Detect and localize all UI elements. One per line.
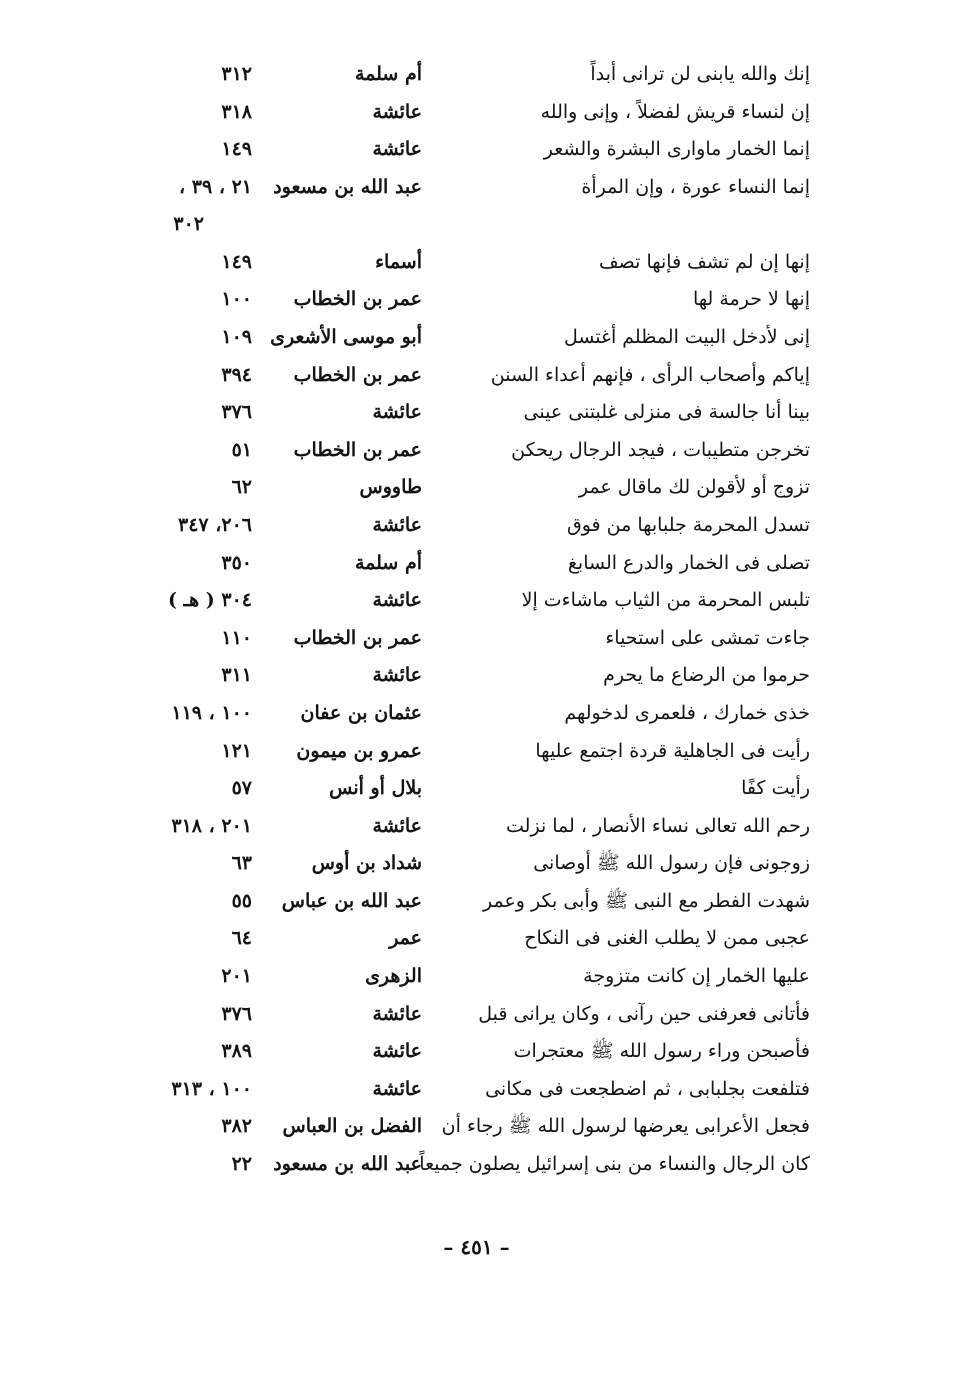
narrator-name: أسماء	[375, 250, 422, 273]
page-reference-line: ٥٥	[231, 889, 252, 912]
page-references	[122, 1033, 252, 1070]
page-number: – ٤٥١ –	[443, 1235, 510, 1259]
page-references	[122, 94, 252, 131]
index-row	[120, 94, 830, 132]
hadith-text: تلبس المحرمة من الثياب ماشاءت إلا	[521, 589, 810, 612]
page-references	[122, 394, 252, 431]
index-row	[120, 1033, 830, 1071]
page-reference-line: ٣٥٠	[221, 551, 252, 574]
narrator-name: عمر بن الخطاب	[293, 288, 422, 311]
page-reference-line: ٦٣	[231, 852, 252, 875]
index-row	[120, 996, 830, 1034]
index-row	[120, 845, 830, 883]
hadith-text: إياكم وأصحاب الرأى ، فإنهم أعداء السنن	[490, 363, 810, 386]
page-references	[122, 1108, 252, 1145]
index-row	[120, 808, 830, 846]
page-reference-line: ٣٨٩	[221, 1040, 252, 1063]
narrator-name: أبو موسى الأشعرى	[270, 325, 422, 348]
narrator-name: عبد الله بن عباس	[281, 889, 422, 912]
narrator-name: عمر بن الخطاب	[293, 438, 422, 461]
page-reference-line: ١٢١	[221, 739, 252, 762]
index-row	[120, 469, 830, 507]
page-reference-line: ١٠٩	[221, 325, 252, 348]
page-references	[122, 469, 252, 506]
index-row	[120, 131, 830, 169]
page-reference-line: ٣٠٤ ( هـ )	[167, 589, 252, 612]
hadith-text: إنما النساء عورة ، وإن المرأة	[581, 175, 810, 198]
index-row	[120, 883, 830, 921]
index-row	[120, 357, 830, 395]
page-reference-line: ٦٢	[231, 476, 252, 499]
narrator-name: عائشة	[372, 664, 422, 687]
page-references	[122, 319, 252, 356]
narrator-name: عائشة	[372, 100, 422, 123]
narrator-name: عائشة	[372, 814, 422, 837]
index-row	[120, 319, 830, 357]
page-reference-line: ١٠٠	[221, 288, 252, 311]
index-row	[120, 657, 830, 695]
hadith-text: تزوج أو لأقولن لك ماقال عمر	[578, 476, 810, 499]
hadith-text: رأيت كفًا	[741, 777, 810, 800]
page-references	[122, 770, 252, 807]
hadith-text: عجبى ممن لا يطلب الغنى فى النكاح	[524, 927, 810, 950]
page-reference-line: ١٤٩	[221, 250, 252, 273]
page-references	[122, 56, 252, 93]
narrator-name: عائشة	[372, 513, 422, 536]
index-row	[120, 582, 830, 620]
index-row	[120, 56, 830, 94]
page-reference-line: ٦٤	[231, 927, 252, 950]
hadith-text: إنها لا حرمة لها	[693, 288, 810, 311]
hadith-text: إنما الخمار ماوارى البشرة والشعر	[543, 138, 810, 161]
page-references	[122, 920, 252, 957]
hadith-text: كان الرجال والنساء من بنى إسرائيل يصلون جميعاً	[419, 1153, 810, 1176]
hadith-text: عليها الخمار إن كانت متزوجة	[583, 965, 810, 988]
narrator-name: عائشة	[372, 138, 422, 161]
page-references	[122, 733, 252, 770]
narrator-name: عبد الله بن مسعود	[273, 1153, 422, 1176]
page-reference-line: ٣٧٦	[221, 1002, 252, 1025]
hadith-text: إنك والله يابنى لن ترانى أبداً	[590, 63, 810, 85]
page-reference-line: ٢١ ، ٣٩ ،	[179, 175, 252, 198]
page-references	[122, 695, 252, 732]
index-row	[120, 545, 830, 583]
narrator-name: عمرو بن ميمون	[296, 739, 422, 762]
hadith-text: رحم الله تعالى نساء الأنصار ، لما نزلت	[506, 814, 810, 837]
page-references	[122, 1071, 252, 1108]
page-reference-line: ١١٠	[221, 626, 252, 649]
narrator-name: عائشة	[372, 401, 422, 424]
hadith-text: حرموا من الرضاع ما يحرم	[603, 664, 810, 687]
hadith-text: تصلى فى الخمار والدرع السابغ	[567, 551, 810, 574]
index-row	[120, 695, 830, 733]
narrator-name: طاووس	[359, 476, 422, 499]
hadith-text: إنى لأدخل البيت المظلم أغتسل	[563, 325, 810, 348]
narrator-name: عمر بن الخطاب	[293, 626, 422, 649]
hadith-text: إن لنساء قريش لفضلاً ، وإنى والله	[540, 100, 810, 123]
hadith-text: خذى خمارك ، فلعمرى لدخولهم	[564, 701, 810, 724]
page-references	[122, 357, 252, 394]
page-references	[122, 169, 252, 243]
page-references	[122, 620, 252, 657]
narrator-name: عبد الله بن مسعود	[273, 175, 422, 198]
narrator-name: عثمان بن عفان	[300, 701, 422, 724]
hadith-text: فأتانى فعرفنى حين رآنى ، وكان يرانى قبل	[478, 1002, 810, 1025]
narrator-name: بلال أو أنس	[329, 777, 422, 800]
hadith-text: بينا أنا جالسة فى منزلى غلبتنى عينى	[523, 401, 810, 424]
narrator-name: شداد بن أوس	[311, 852, 422, 875]
narrator-name: الزهرى	[365, 965, 422, 988]
page-reference-line: ١٤٩	[221, 138, 252, 161]
hadith-text: شهدت الفطر مع النبى ﷺ وأبى بكر وعمر	[483, 889, 810, 912]
page-reference-line: ٥١	[231, 438, 252, 461]
index-row	[120, 770, 830, 808]
page-references	[122, 883, 252, 920]
page-reference-line: ٢٠١	[221, 965, 252, 988]
page-reference-line: ٣٩٤	[221, 363, 252, 386]
page-references	[122, 808, 252, 845]
page-references	[122, 845, 252, 882]
page-reference-line: ٣١١	[221, 664, 252, 687]
index-row	[120, 244, 830, 282]
page-references	[122, 1146, 252, 1183]
narrator-name: أم سلمة	[354, 63, 422, 85]
index-row	[120, 733, 830, 771]
hadith-text: زوجونى فإن رسول الله ﷺ أوصانى	[533, 852, 810, 875]
hadith-text: تخرجن متطيبات ، فيجد الرجال ريحكن	[511, 438, 810, 461]
page-references	[122, 582, 252, 619]
page-references	[122, 996, 252, 1033]
page-reference-line: ٢٠١ ، ٣١٨	[171, 814, 252, 837]
index-row	[120, 1108, 830, 1146]
narrator-name: عمر بن الخطاب	[293, 363, 422, 386]
index-row	[120, 394, 830, 432]
page-reference-line: ٣١٨	[221, 100, 252, 123]
hadith-text: إنها إن لم تشف فإنها تصف	[598, 250, 810, 273]
index-row	[120, 169, 830, 244]
page-references	[122, 432, 252, 469]
page-references	[122, 958, 252, 995]
hadith-index-list	[120, 56, 830, 1184]
page-reference-line: ٣٨٢	[221, 1115, 252, 1138]
index-row	[120, 920, 830, 958]
index-row	[120, 1071, 830, 1109]
index-row	[120, 281, 830, 319]
page-references	[122, 545, 252, 582]
page-references	[122, 131, 252, 168]
narrator-name: عمر	[389, 927, 422, 950]
page-references	[122, 244, 252, 281]
narrator-name: عائشة	[372, 1002, 422, 1025]
narrator-name: عائشة	[372, 1040, 422, 1063]
page-reference-line: ١٠٠ ، ١١٩	[171, 701, 252, 724]
page-references	[122, 507, 252, 544]
page-reference-line: ٣١٢	[221, 63, 252, 85]
page-references	[122, 281, 252, 318]
index-row	[120, 507, 830, 545]
narrator-name: عائشة	[372, 1077, 422, 1100]
index-row	[120, 432, 830, 470]
index-row	[120, 620, 830, 658]
hadith-text: رأيت فى الجاهلية قردة اجتمع عليها	[535, 739, 810, 762]
hadith-text: جاءت تمشى على استحياء	[605, 626, 810, 649]
narrator-name: أم سلمة	[354, 551, 422, 574]
page-reference-line: ١٠٠ ، ٣١٣	[171, 1077, 252, 1100]
narrator-name: الفضل بن العباس	[282, 1115, 422, 1138]
index-row	[120, 1146, 830, 1184]
hadith-text: فتلفعت بجلبابى ، ثم اضطجعت فى مكانى	[485, 1077, 810, 1100]
index-row	[120, 958, 830, 996]
page-reference-line: ٣٧٦	[221, 401, 252, 424]
hadith-text: تسدل المحرمة جلبابها من فوق	[566, 513, 810, 536]
hadith-text: فجعل الأعرابى يعرضها لرسول الله ﷺ رجاء أن	[441, 1115, 810, 1138]
page-reference-line: ٢٠٦، ٣٤٧	[178, 513, 252, 536]
page-reference-line: ٥٧	[231, 777, 252, 800]
page-reference-continuation: ٣٠٢	[173, 212, 204, 235]
page-references	[122, 657, 252, 694]
page-reference-line: ٢٢	[231, 1153, 252, 1176]
narrator-name: عائشة	[372, 589, 422, 612]
hadith-text: فأصبحن وراء رسول الله ﷺ معتجرات	[513, 1040, 810, 1063]
